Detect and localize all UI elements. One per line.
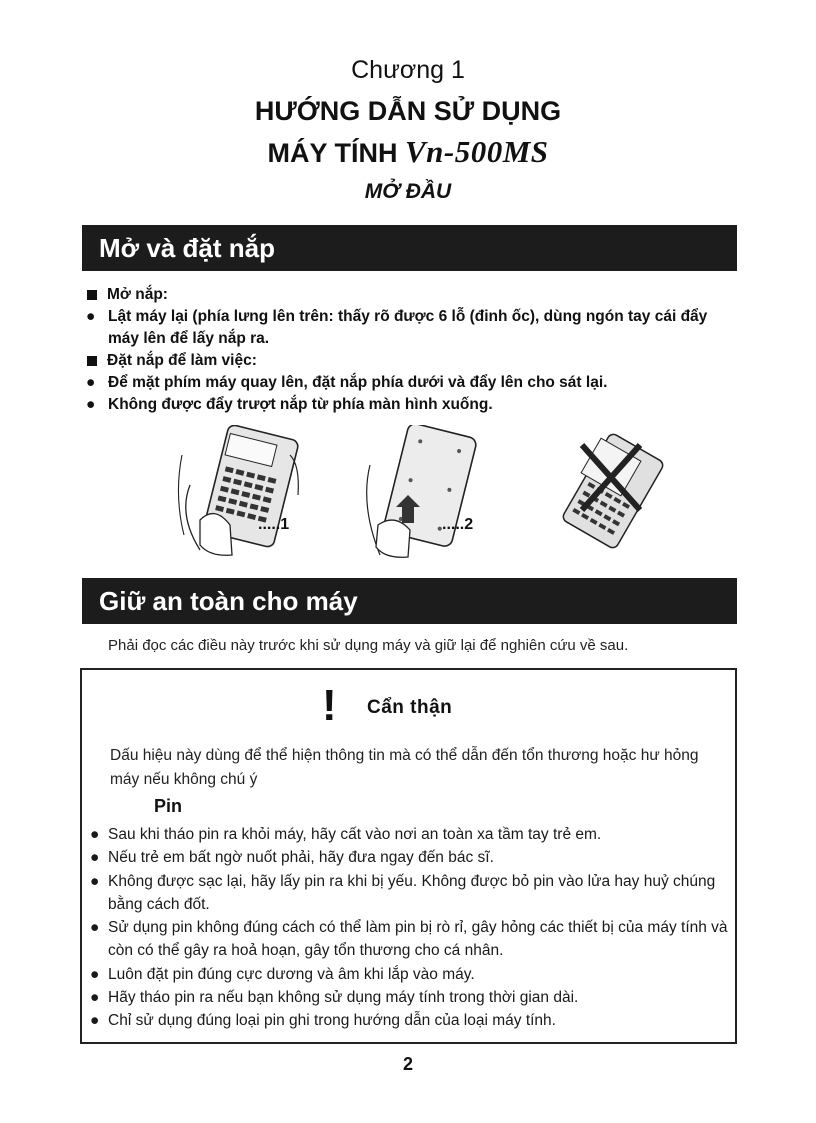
open-cover-heading	[84, 284, 734, 306]
list-item	[90, 870, 730, 917]
section-bar-open-cover: Mở và đặt nắp	[82, 225, 737, 271]
bullet-icon: ●	[86, 308, 96, 325]
list-item	[90, 963, 730, 986]
open-cover-instructions	[84, 284, 734, 416]
caution-box	[80, 668, 737, 1044]
list-item-text: Để mặt phím máy quay lên, đặt nắp phía dưới và đẩy lên cho sát lại.	[108, 374, 608, 391]
list-item-text: Hãy tháo pin ra nếu bạn không sử dụng máy tính trong thời gian dài.	[108, 989, 579, 1007]
exclamation-icon: !	[322, 681, 337, 730]
open-heading-text: Mở nắp:	[107, 286, 168, 303]
list-item-text: Sử dụng pin không đúng cách có thể làm pin bị rò rỉ, gây hỏng các thiết bị của máy tính và còn có thể gây ra hoả hoạn, gây tổn thương cho cá nhân.	[108, 919, 728, 960]
page-number: 2	[402, 1054, 413, 1074]
calculator-step1-illustration	[178, 425, 299, 555]
list-item	[90, 986, 730, 1009]
list-item-text: Lật máy lại (phía lưng lên trên: thấy rõ được 6 lỗ (đinh ốc), dùng ngón tay cái đẩy máy lên để lấy nắp ra.	[108, 308, 708, 347]
bullet-icon: ●	[86, 374, 96, 391]
caution-title: Cẩn thận	[367, 697, 453, 718]
list-item-text: Luôn đặt pin đúng cực dương và âm khi lắp vào máy.	[108, 965, 475, 983]
battery-heading: Pin	[154, 796, 183, 816]
square-bullet-icon	[87, 290, 97, 300]
list-item	[84, 394, 734, 416]
list-item	[84, 372, 734, 394]
bullet-icon: ●	[90, 989, 100, 1007]
section-bar-safety: Giữ an toàn cho máy	[82, 578, 737, 624]
step2-label: .....2	[442, 516, 474, 533]
safety-note: Phải đọc các điều này trước khi sử dụng máy và giữ lại để nghiên cứu về sau.	[108, 637, 629, 654]
bullet-icon: ●	[90, 826, 100, 843]
intro-heading: MỞ ĐẦU	[364, 180, 452, 203]
list-item	[84, 306, 734, 350]
list-item	[90, 846, 730, 869]
list-item-text: Sau khi tháo pin ra khỏi máy, hãy cất vào nơi an toàn xa tầm tay trẻ em.	[108, 826, 602, 843]
page-title: HƯỚNG DẪN SỬ DỤNG	[254, 96, 562, 126]
place-heading-text: Đặt nắp để làm việc:	[107, 352, 257, 369]
caution-description: Dấu hiệu này dùng để thể hiện thông tin mà có thể dẫn đến tổn thương hoặc hư hỏng máy nếu không chú ý	[110, 747, 699, 788]
wrong-way-cross-illustration	[561, 432, 665, 550]
list-item-text: Không được đẩy trượt nắp từ phía màn hình xuống.	[108, 396, 493, 413]
bullet-icon: ●	[90, 965, 100, 983]
model-name: Vn-500MS	[404, 134, 549, 169]
battery-list	[90, 823, 730, 1033]
bullet-icon: ●	[90, 849, 100, 867]
list-item-text: Chỉ sử dụng đúng loại pin ghi trong hướng dẫn của loại máy tính.	[108, 1012, 556, 1030]
calculator-step2-illustration	[367, 425, 478, 557]
place-cover-heading	[84, 350, 734, 372]
list-item-text: Không được sạc lại, hãy lấy pin ra khi bị yếu. Không được bỏ pin vào lửa hay huỷ chúng bằng cách đốt.	[108, 872, 716, 913]
list-item	[90, 823, 730, 846]
subtitle-prefix: MÁY TÍNH	[267, 138, 398, 168]
bullet-icon: ●	[90, 1012, 100, 1030]
list-item	[90, 1009, 730, 1032]
bullet-icon: ●	[90, 919, 100, 937]
list-item	[90, 916, 730, 963]
chapter-label: Chương 1	[351, 56, 465, 84]
list-item-text: Nếu trẻ em bất ngờ nuốt phải, hãy đưa ngay đến bác sĩ.	[108, 849, 494, 867]
page-subtitle	[0, 134, 816, 170]
step1-label: .....1	[258, 516, 290, 533]
square-bullet-icon	[87, 356, 97, 366]
cover-illustrations	[170, 425, 670, 565]
bullet-icon: ●	[90, 872, 100, 890]
bullet-icon: ●	[86, 396, 96, 413]
